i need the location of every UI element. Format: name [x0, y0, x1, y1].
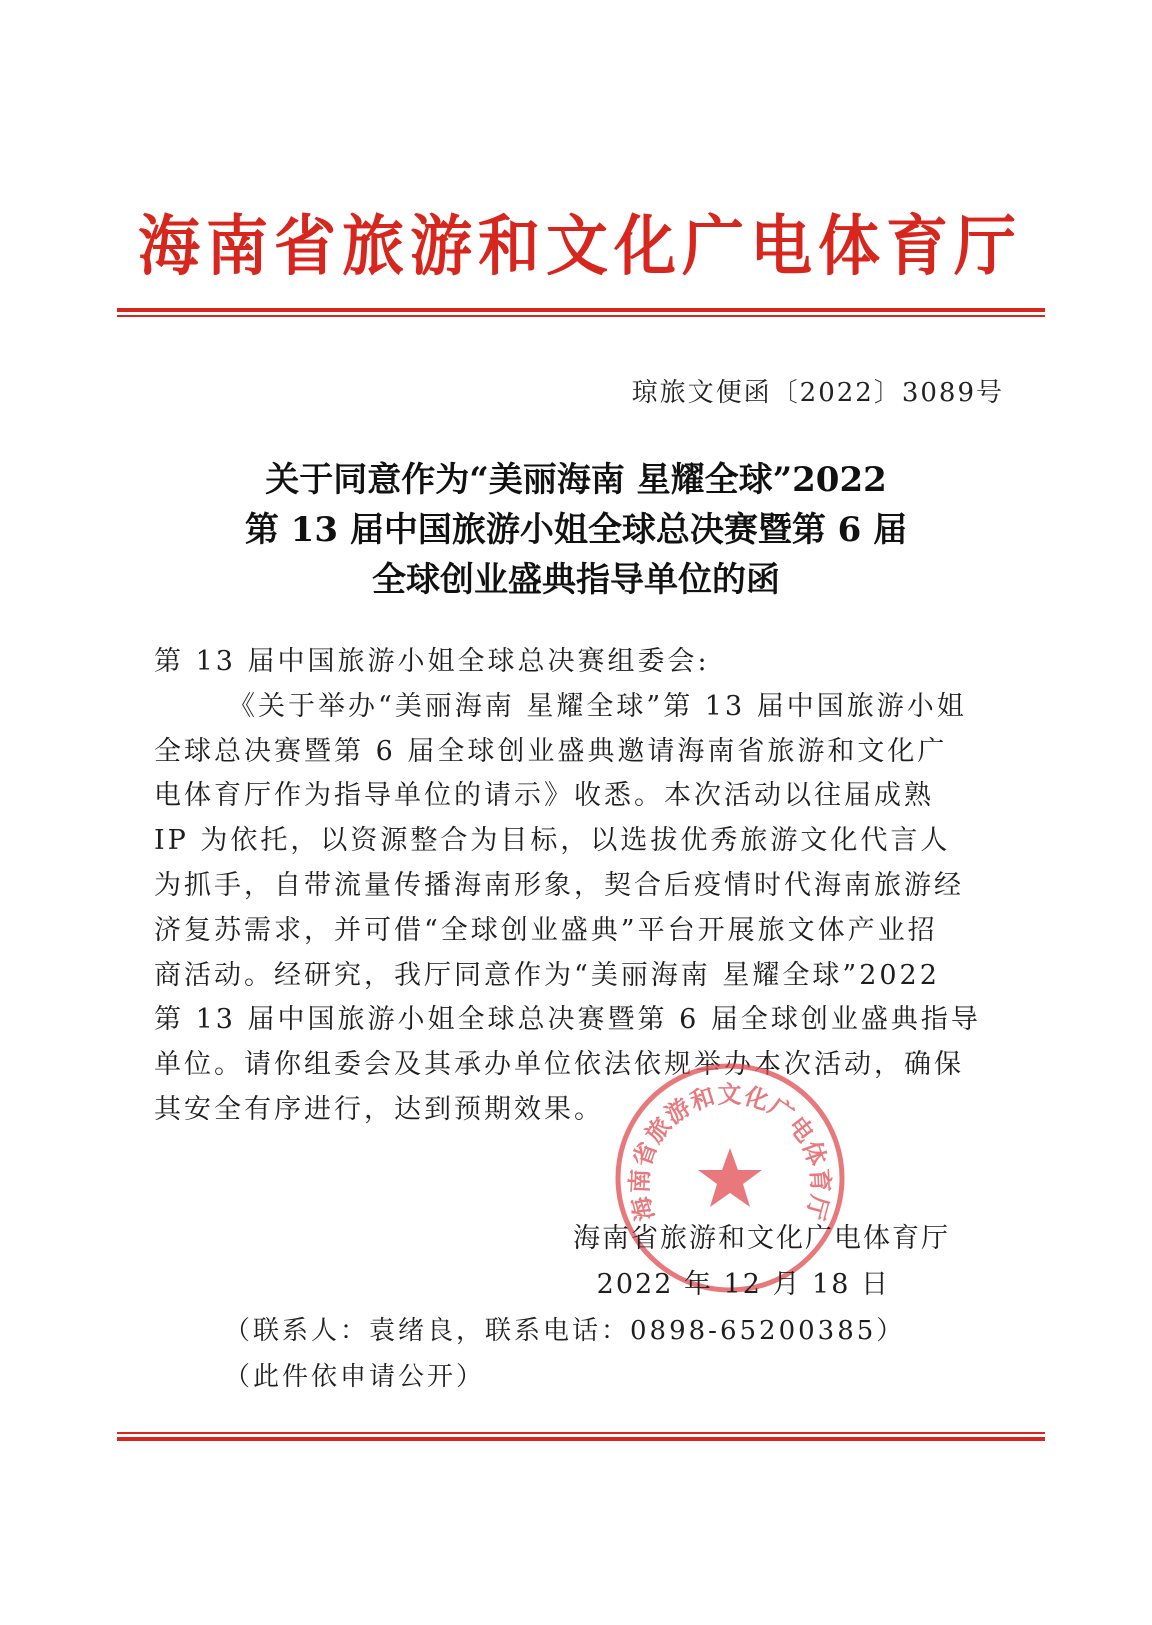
body-line-6: 济复苏需求，并可借“全球创业盛典”平台开展旅文体产业招 — [154, 914, 938, 946]
body-line-5: 为抓手，自带流量传播海南形象，契合后疫情时代海南旅游经 — [154, 869, 964, 901]
body-line-1: 《关于举办“美丽海南 星耀全球”第 13 届中国旅游小姐 — [228, 690, 967, 722]
body-line-2: 全球总决赛暨第 6 届全球创业盛典邀请海南省旅游和文化广 — [154, 735, 948, 767]
body-line-3: 电体育厅作为指导单位的请示》收悉。本次活动以往届成熟 — [154, 780, 934, 812]
contact-info: （联系人：袁绪良，联系电话：0898-65200385） — [224, 1316, 906, 1346]
document-body — [154, 640, 1002, 1133]
body-line-8: 第 13 届中国旅游小姐全球总决赛暨第 6 届全球创业盛典指导 — [154, 1004, 981, 1036]
disclosure-note: （此件依申请公开） — [224, 1362, 486, 1392]
letterhead-red-rule — [117, 308, 1045, 317]
body-line-10: 其安全有序进行，达到预期效果。 — [154, 1093, 604, 1125]
body-line-9: 单位。请你组委会及其承办单位依法依规举办本次活动，确保 — [154, 1049, 964, 1081]
footer-red-rule — [117, 1432, 1045, 1441]
title-line-1: 关于同意作为“美丽海南 星耀全球”2022 — [265, 460, 887, 500]
signing-date: 2022 年 12 月 18 日 — [596, 1269, 890, 1300]
signing-organization: 海南省旅游和文化广电体育厅 — [573, 1223, 950, 1254]
document-title — [150, 455, 1002, 605]
title-line-2: 第 13 届中国旅游小姐全球总决赛暨第 6 届 — [244, 510, 908, 550]
body-line-4: IP 为依托，以资源整合为目标，以选拔优秀旅游文化代言人 — [154, 825, 951, 857]
official-seal-icon — [612, 1060, 848, 1296]
letterhead-organization: 海南省旅游和文化广电体育厅 — [137, 207, 1022, 285]
title-line-3: 全球创业盛典指导单位的函 — [372, 560, 780, 600]
body-line-7: 商活动。经研究，我厅同意作为“美丽海南 星耀全球”2022 — [154, 959, 940, 991]
seal-text: 海南省旅游和文化广电体育厅 — [625, 1080, 835, 1224]
document-number: 琼旅文便函〔2022〕3089号 — [631, 378, 1004, 408]
salutation: 第 13 届中国旅游小姐全球总决赛组委会: — [154, 646, 710, 677]
